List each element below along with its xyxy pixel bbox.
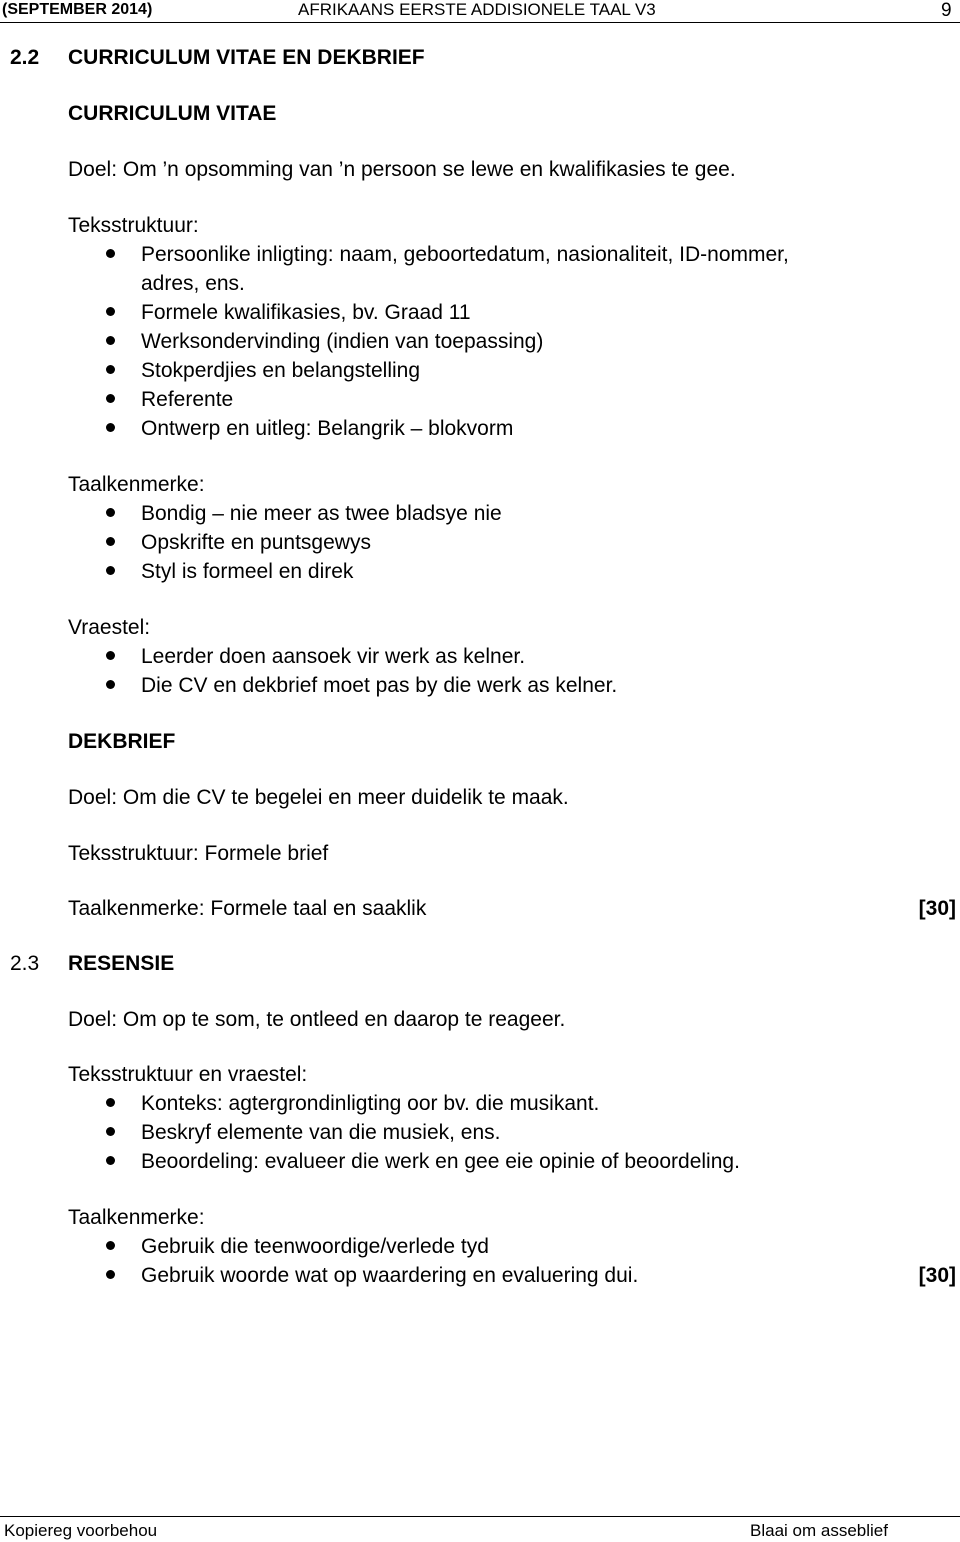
list-item: Beoordeling: evalueer die werk en gee eie opinie of beoordeling.	[141, 1150, 740, 1173]
section-heading: CURRICULUM VITAE EN DEKBRIEF	[68, 46, 425, 69]
dekbrief-doel: Doel: Om die CV te begelei en meer duidelik te maak.	[68, 786, 569, 809]
cv-teks-label: Teksstruktuur:	[68, 214, 199, 237]
cv-taal-label: Taalkenmerke:	[68, 473, 205, 496]
bullet	[106, 423, 115, 432]
cv-doel: Doel: Om ’n opsomming van ’n persoon se lewe en kwalifikasies te gee.	[68, 158, 736, 181]
header-page-number: 9	[941, 0, 952, 21]
list-item: Formele kwalifikasies, bv. Graad 11	[141, 301, 471, 324]
list-item: Konteks: agtergrondinligting oor bv. die musikant.	[141, 1092, 600, 1115]
list-item: Ontwerp en uitleg: Belangrik – blokvorm	[141, 417, 514, 440]
marks-total: [30]	[918, 897, 956, 920]
bullet	[106, 537, 115, 546]
bullet	[106, 1156, 115, 1165]
bullet	[106, 680, 115, 689]
section-number: 2.3	[10, 952, 40, 975]
vraestel-label: Vraestel:	[68, 616, 151, 639]
resensie-teks-label: Teksstruktuur en vraestel:	[68, 1063, 308, 1086]
list-item: Stokperdjies en belangstelling	[141, 359, 421, 382]
footer-rule	[0, 1516, 960, 1517]
section-number: 2.2	[10, 46, 40, 69]
list-item: Persoonlike inligting: naam, geboortedatum, nasionaliteit, ID-nommer,	[141, 243, 789, 266]
bullet	[106, 1241, 115, 1250]
list-item: Gebruik woorde wat op waardering en evaluering dui.	[141, 1264, 639, 1287]
dekbrief-heading: DEKBRIEF	[68, 730, 176, 753]
list-item: Gebruik die teenwoordige/verlede tyd	[141, 1235, 489, 1258]
bullet	[106, 566, 115, 575]
page-header	[0, 0, 960, 23]
dekbrief-teks: Teksstruktuur: Formele brief	[68, 842, 329, 865]
bullet	[106, 651, 115, 660]
bullet	[106, 394, 115, 403]
header-date: (SEPTEMBER 2014)	[2, 1, 153, 18]
bullet	[106, 365, 115, 374]
header-title: AFRIKAANS EERSTE ADDISIONELE TAAL V3	[298, 0, 656, 19]
list-item: Beskryf elemente van die musiek, ens.	[141, 1121, 501, 1144]
bullet	[106, 307, 115, 316]
bullet	[106, 1098, 115, 1107]
bullet	[106, 1127, 115, 1136]
list-item: Styl is formeel en direk	[141, 560, 354, 583]
list-item: Die CV en dekbrief moet pas by die werk as kelner.	[141, 674, 618, 697]
resensie-doel: Doel: Om op te som, te ontleed en daarop te reageer.	[68, 1008, 566, 1031]
list-item-continuation: adres, ens.	[141, 272, 245, 295]
bullet	[106, 336, 115, 345]
marks-total: [30]	[918, 1264, 956, 1287]
footer-copyright: Kopiereg voorbehou	[4, 1521, 158, 1540]
list-item: Referente	[141, 388, 234, 411]
list-item: Bondig – nie meer as twee bladsye nie	[141, 502, 502, 525]
list-item: Opskrifte en puntsgewys	[141, 531, 371, 554]
bullet	[106, 1270, 115, 1279]
bullet	[106, 249, 115, 258]
section-heading: RESENSIE	[68, 952, 175, 975]
dekbrief-taal: Taalkenmerke: Formele taal en saaklik	[68, 897, 427, 920]
list-item: Werksondervinding (indien van toepassing)	[141, 330, 544, 353]
cv-heading: CURRICULUM VITAE	[68, 102, 277, 125]
list-item: Leerder doen aansoek vir werk as kelner.	[141, 645, 526, 668]
footer-turn-over: Blaai om asseblief	[750, 1521, 888, 1540]
resensie-taal-label: Taalkenmerke:	[68, 1206, 205, 1229]
bullet	[106, 508, 115, 517]
